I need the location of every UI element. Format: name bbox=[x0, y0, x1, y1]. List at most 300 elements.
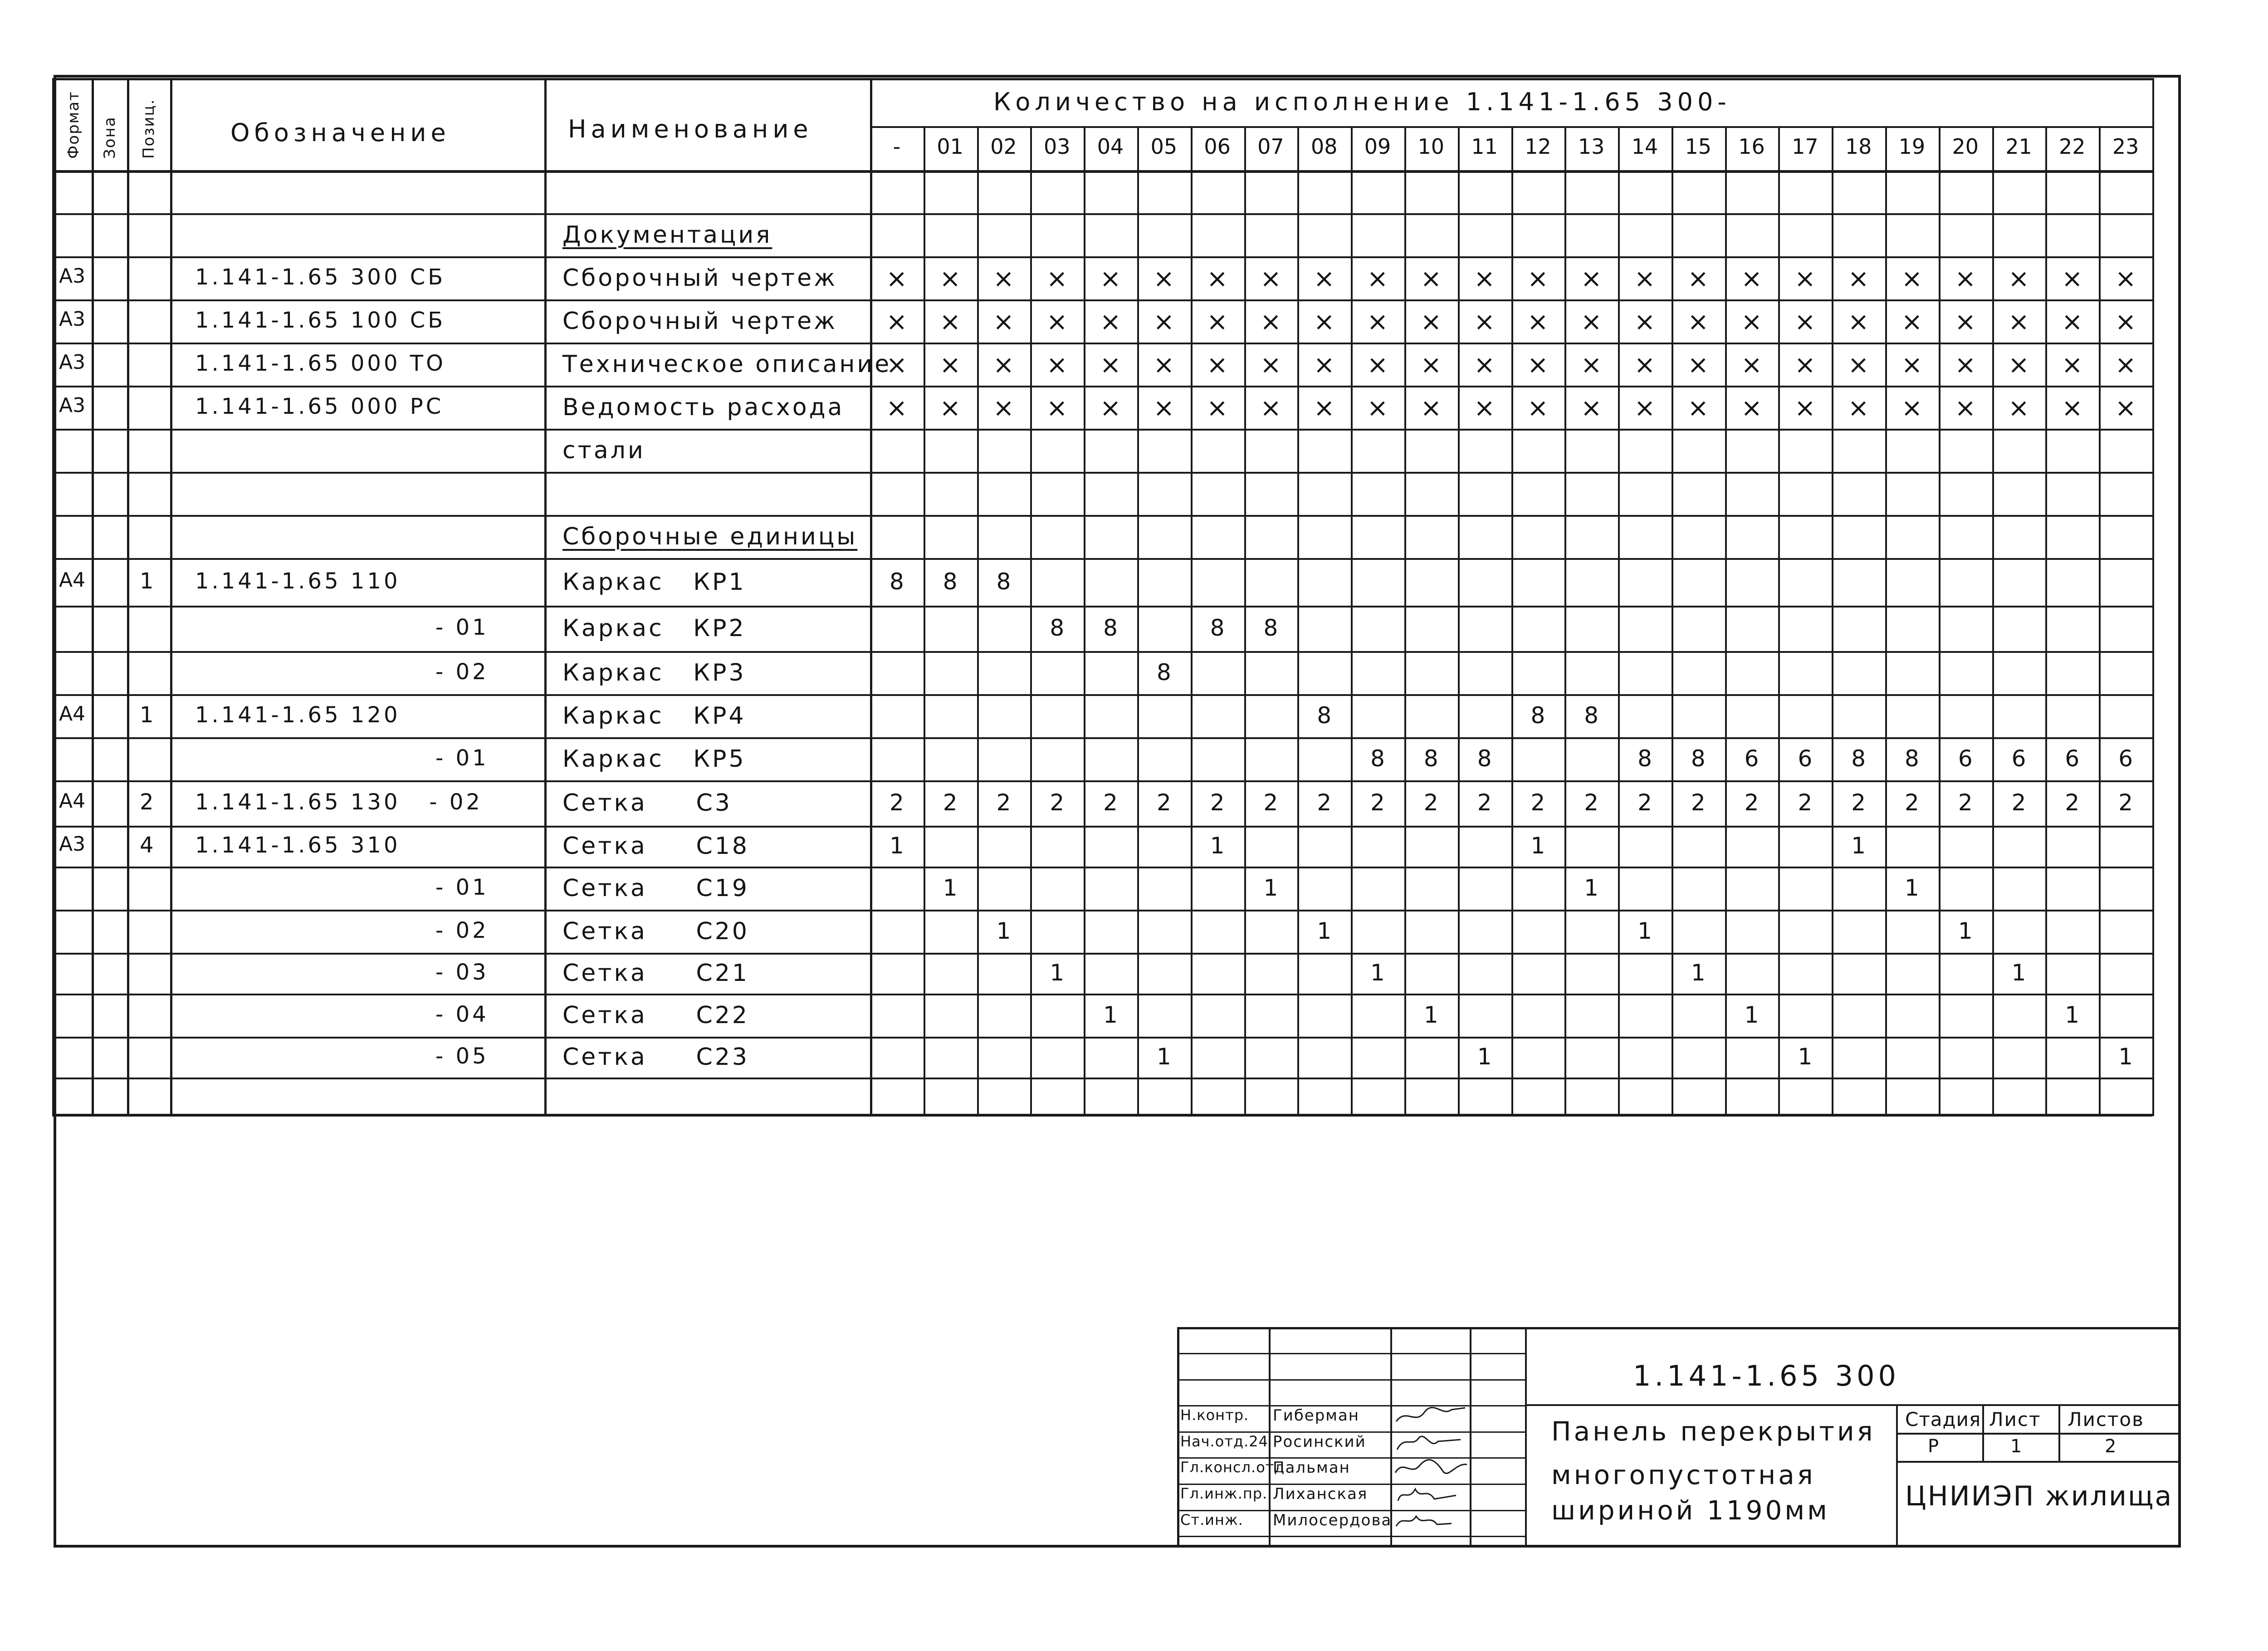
variant-header: 19 bbox=[1898, 134, 1926, 159]
qty-cell: 1 bbox=[2011, 960, 2026, 986]
qty-cell: 8 bbox=[1691, 745, 1706, 772]
qty-cell: × bbox=[1046, 307, 1068, 337]
qty-cell: 2 bbox=[1477, 789, 1492, 816]
qty-cell: × bbox=[1474, 393, 1496, 423]
qty-cell: × bbox=[1474, 264, 1496, 294]
title-code-divider bbox=[1525, 1404, 2181, 1406]
stage-header-line bbox=[1896, 1433, 2181, 1435]
cell-name: стали bbox=[562, 436, 645, 464]
qty-cell: × bbox=[886, 264, 908, 294]
qty-cell: × bbox=[1153, 393, 1175, 423]
cell-designation: - 04 bbox=[435, 1001, 489, 1027]
qty-cell: × bbox=[1741, 264, 1763, 294]
cell-designation: - 01 bbox=[435, 745, 489, 771]
qty-cell: × bbox=[1153, 350, 1175, 380]
qty-cell: 2 bbox=[1370, 789, 1385, 816]
qty-cell: × bbox=[1687, 307, 1709, 337]
qty-cell: 2 bbox=[1744, 789, 1759, 816]
variant-header: 06 bbox=[1204, 134, 1231, 159]
qty-cell: 8 bbox=[1423, 745, 1438, 772]
qty-cell: 8 bbox=[1584, 702, 1599, 729]
qty-cell: × bbox=[1901, 264, 1923, 294]
qty-cell: × bbox=[1848, 264, 1869, 294]
qty-cell: × bbox=[1901, 393, 1923, 423]
qty-cell: 8 bbox=[1156, 659, 1171, 686]
qty-cell: × bbox=[2061, 307, 2083, 337]
cell-name: Сетка С20 bbox=[562, 917, 749, 945]
variant-header: 09 bbox=[1364, 134, 1391, 159]
variant-header: 14 bbox=[1631, 134, 1658, 159]
qty-cell: 1 bbox=[2065, 1001, 2080, 1028]
qty-cell: 6 bbox=[2118, 745, 2133, 772]
sheets-value: 2 bbox=[2105, 1436, 2117, 1457]
qty-cell: × bbox=[1634, 264, 1656, 294]
qty-cell: 8 bbox=[1210, 615, 1225, 641]
variant-header: 01 bbox=[937, 134, 963, 159]
cell-designation: 1.141-1.65 130 - 02 bbox=[195, 789, 483, 815]
qty-cell: × bbox=[1046, 350, 1068, 380]
stage-label: Стадия bbox=[1905, 1408, 1981, 1431]
variant-header: 18 bbox=[1845, 134, 1872, 159]
variant-header: 02 bbox=[990, 134, 1017, 159]
signer-name: Росинский bbox=[1273, 1433, 1366, 1451]
qty-cell: 1 bbox=[1317, 917, 1332, 944]
cell-format: А3 bbox=[59, 350, 86, 374]
qty-cell: × bbox=[1848, 350, 1869, 380]
stage-value: Р bbox=[1928, 1436, 1940, 1457]
header-zone: Зона bbox=[101, 116, 119, 159]
qty-cell: × bbox=[1687, 393, 1709, 423]
cell-format: А3 bbox=[59, 393, 86, 417]
row-line bbox=[52, 1114, 2152, 1117]
qty-cell: 8 bbox=[1851, 745, 1866, 772]
qty-cell: 2 bbox=[1530, 789, 1545, 816]
qty-cell: × bbox=[1794, 264, 1816, 294]
cell-name: Каркас КР4 bbox=[562, 702, 746, 730]
cell-name: Сборочные единицы bbox=[562, 523, 858, 550]
qty-cell: × bbox=[1046, 393, 1068, 423]
cell-name: Сборочный чертеж bbox=[562, 307, 837, 335]
cell-designation: - 02 bbox=[435, 917, 489, 943]
cell-designation: - 01 bbox=[435, 874, 489, 900]
title-line-2: многопустотная bbox=[1551, 1460, 1816, 1490]
cell-name: Сетка С18 bbox=[562, 833, 749, 860]
row-line bbox=[52, 170, 2152, 173]
qty-cell: 6 bbox=[2011, 745, 2026, 772]
qty-cell: × bbox=[1100, 264, 1121, 294]
qty-cell: 8 bbox=[1263, 615, 1278, 641]
qty-column-line bbox=[977, 126, 979, 1116]
cell-designation: 1.141-1.65 000 РС bbox=[195, 393, 444, 419]
sheet-divider bbox=[2058, 1404, 2060, 1461]
header-designation: Обозначение bbox=[230, 118, 450, 147]
qty-column-line bbox=[1458, 126, 1460, 1116]
qty-cell: × bbox=[2115, 350, 2136, 380]
qty-cell: 2 bbox=[1637, 789, 1652, 816]
qty-column-line bbox=[2045, 126, 2047, 1116]
cell-designation: 1.141-1.65 100 СБ bbox=[195, 307, 446, 333]
qty-cell: 8 bbox=[1103, 615, 1118, 641]
qty-cell: × bbox=[1634, 350, 1656, 380]
row-line bbox=[52, 1078, 2152, 1079]
qty-cell: 2 bbox=[1156, 789, 1171, 816]
qty-cell: × bbox=[2061, 393, 2083, 423]
cell-name: Каркас КР5 bbox=[562, 745, 746, 773]
sheet-value: 1 bbox=[2010, 1436, 2023, 1457]
stage-divider bbox=[1982, 1404, 1984, 1461]
qty-cell: 1 bbox=[1530, 833, 1545, 859]
signature-column-line bbox=[1525, 1327, 1527, 1548]
qty-cell: × bbox=[1901, 307, 1923, 337]
qty-cell: × bbox=[939, 307, 961, 337]
qty-cell: 8 bbox=[996, 568, 1011, 595]
qty-cell: × bbox=[1848, 393, 1869, 423]
signature-row-line bbox=[1177, 1536, 1525, 1537]
qty-cell: × bbox=[1634, 393, 1656, 423]
qty-cell: 2 bbox=[996, 789, 1011, 816]
column-line bbox=[170, 78, 172, 1116]
variant-header: 03 bbox=[1043, 134, 1070, 159]
qty-cell: × bbox=[1580, 350, 1602, 380]
qty-cell: 8 bbox=[1477, 745, 1492, 772]
variant-header: 04 bbox=[1097, 134, 1124, 159]
signature-scribble bbox=[1393, 1403, 1470, 1429]
qty-cell: × bbox=[1100, 393, 1121, 423]
row-line bbox=[52, 429, 2152, 431]
variant-header: 20 bbox=[1952, 134, 1979, 159]
qty-cell: 1 bbox=[1477, 1044, 1492, 1070]
qty-column-line bbox=[1297, 126, 1299, 1116]
qty-column-line bbox=[1832, 126, 1833, 1116]
qty-cell: 2 bbox=[2011, 789, 2026, 816]
qty-column-line bbox=[1725, 126, 1727, 1116]
title-code: 1.141-1.65 300 bbox=[1633, 1359, 1900, 1392]
qty-cell: × bbox=[1313, 307, 1335, 337]
qty-cell: × bbox=[1260, 393, 1281, 423]
cell-name: Каркас КР3 bbox=[562, 659, 746, 686]
qty-cell: × bbox=[939, 264, 961, 294]
qty-cell: 1 bbox=[1370, 960, 1385, 986]
qty-cell: 2 bbox=[1691, 789, 1706, 816]
qty-cell: 2 bbox=[1851, 789, 1866, 816]
row-line bbox=[52, 256, 2152, 258]
cell-position: 4 bbox=[140, 833, 154, 858]
qty-cell: 1 bbox=[1958, 917, 1973, 944]
variant-header: 13 bbox=[1578, 134, 1605, 159]
title-line-1: Панель перекрытия bbox=[1551, 1416, 1876, 1447]
row-line bbox=[52, 994, 2152, 995]
qty-cell: 2 bbox=[889, 789, 904, 816]
qty-cell: × bbox=[1313, 264, 1335, 294]
qty-cell: × bbox=[2008, 307, 2029, 337]
qty-column-line bbox=[1564, 126, 1566, 1116]
qty-cell: × bbox=[939, 393, 961, 423]
row-line bbox=[52, 826, 2152, 828]
qty-cell: × bbox=[993, 350, 1014, 380]
sheets-label: Листов bbox=[2068, 1408, 2144, 1431]
qty-cell: × bbox=[1687, 264, 1709, 294]
qty-cell: 8 bbox=[1317, 702, 1332, 729]
row-line bbox=[52, 515, 2152, 517]
qty-cell: 1 bbox=[943, 874, 958, 901]
signer-role: Н.контр. bbox=[1180, 1406, 1249, 1424]
qty-cell: × bbox=[1207, 393, 1228, 423]
cell-name: Сетка С21 bbox=[562, 960, 749, 987]
qty-cell: 2 bbox=[1905, 789, 1919, 816]
qty-cell: × bbox=[1580, 307, 1602, 337]
variant-header: 12 bbox=[1525, 134, 1551, 159]
row-line bbox=[52, 867, 2152, 868]
cell-position: 1 bbox=[140, 702, 154, 728]
qty-cell: 1 bbox=[1210, 833, 1225, 859]
qty-cell: × bbox=[2008, 393, 2029, 423]
qty-column-line bbox=[1351, 126, 1353, 1116]
organization-name: ЦНИИЭП жилища bbox=[1905, 1480, 2173, 1512]
qty-cell: × bbox=[1848, 307, 1869, 337]
qty-cell: 2 bbox=[1210, 789, 1225, 816]
qty-cell: × bbox=[993, 393, 1014, 423]
row-line bbox=[52, 910, 2152, 911]
cell-designation: - 03 bbox=[435, 960, 489, 985]
qty-cell: × bbox=[1207, 264, 1228, 294]
cell-position: 2 bbox=[140, 789, 154, 815]
qty-cell: × bbox=[2008, 264, 2029, 294]
qty-cell: × bbox=[1260, 264, 1281, 294]
cell-name: Техническое описание bbox=[562, 350, 892, 378]
qty-cell: × bbox=[1580, 264, 1602, 294]
cell-position: 1 bbox=[140, 568, 154, 594]
signer-name: Гиберман bbox=[1273, 1406, 1360, 1425]
variant-header: 21 bbox=[2005, 134, 2032, 159]
signer-role: Гл.инж.пр. bbox=[1180, 1485, 1268, 1502]
qty-column-line bbox=[1030, 126, 1032, 1116]
qty-cell: × bbox=[2061, 264, 2083, 294]
header-quantity: Количество на исполнение 1.141-1.65 300- bbox=[993, 88, 1731, 116]
qty-cell: × bbox=[1367, 393, 1388, 423]
qty-cell: 1 bbox=[1423, 1001, 1438, 1028]
qty-cell: × bbox=[1367, 264, 1388, 294]
qty-cell: × bbox=[1955, 307, 1976, 337]
row-line bbox=[52, 694, 2152, 696]
column-line bbox=[92, 78, 94, 1116]
variant-header: 05 bbox=[1150, 134, 1178, 159]
sheet-label: Лист bbox=[1989, 1408, 2041, 1431]
qty-cell: × bbox=[993, 307, 1014, 337]
cell-name: Сетка С22 bbox=[562, 1001, 749, 1029]
qty-cell: 8 bbox=[1637, 745, 1652, 772]
signature-scribble bbox=[1393, 1482, 1470, 1507]
qty-cell: 6 bbox=[1744, 745, 1759, 772]
qty-cell: 1 bbox=[1050, 960, 1065, 986]
qty-cell: × bbox=[1260, 350, 1281, 380]
qty-cell: × bbox=[1420, 350, 1442, 380]
qty-cell: 1 bbox=[1263, 874, 1278, 901]
column-line bbox=[870, 78, 872, 1116]
row-line bbox=[52, 651, 2152, 653]
qty-cell: 2 bbox=[1958, 789, 1973, 816]
qty-column-line bbox=[1404, 126, 1406, 1116]
row-line bbox=[52, 737, 2152, 739]
stage-block-left bbox=[1896, 1404, 1898, 1548]
qty-cell: × bbox=[1474, 350, 1496, 380]
row-line bbox=[52, 953, 2152, 955]
qty-cell: × bbox=[1260, 307, 1281, 337]
qty-column-line bbox=[1778, 126, 1780, 1116]
qty-column-line bbox=[2152, 78, 2154, 1116]
variant-header: 16 bbox=[1738, 134, 1765, 159]
qty-cell: 1 bbox=[1637, 917, 1652, 944]
qty-cell: 2 bbox=[2118, 789, 2133, 816]
qty-cell: × bbox=[1420, 393, 1442, 423]
qty-cell: × bbox=[1153, 264, 1175, 294]
qty-cell: 1 bbox=[996, 917, 1011, 944]
qty-cell: × bbox=[1527, 393, 1549, 423]
variant-header: 07 bbox=[1257, 134, 1284, 159]
qty-cell: 1 bbox=[1103, 1001, 1118, 1028]
cell-designation: - 05 bbox=[435, 1044, 489, 1069]
qty-cell: 6 bbox=[1958, 745, 1973, 772]
qty-column-line bbox=[1618, 126, 1620, 1116]
cell-designation: - 02 bbox=[435, 659, 489, 685]
header-name: Наименование bbox=[568, 115, 813, 143]
qty-cell: × bbox=[1474, 307, 1496, 337]
cell-name: Документация bbox=[562, 221, 772, 249]
qty-cell: × bbox=[2115, 393, 2136, 423]
qty-cell: × bbox=[1741, 307, 1763, 337]
qty-column-line bbox=[1939, 126, 1941, 1116]
signer-name: Пальман bbox=[1273, 1459, 1350, 1477]
title-line-3: шириной 1190мм bbox=[1551, 1495, 1830, 1526]
qty-cell: × bbox=[1153, 307, 1175, 337]
signature-row-line bbox=[1177, 1353, 1525, 1354]
qty-cell: 8 bbox=[943, 568, 958, 595]
table-top-line bbox=[52, 78, 2152, 80]
qty-cell: × bbox=[886, 307, 908, 337]
cell-name: Сетка С23 bbox=[562, 1044, 749, 1071]
qty-cell: × bbox=[1420, 307, 1442, 337]
signer-name: Лиханская bbox=[1273, 1485, 1368, 1503]
qty-cell: 8 bbox=[1370, 745, 1385, 772]
qty-cell: 1 bbox=[1744, 1001, 1759, 1028]
signature-column-line bbox=[1269, 1327, 1271, 1548]
row-line bbox=[52, 558, 2152, 560]
cell-name: Каркас КР1 bbox=[562, 568, 746, 596]
qty-cell: 2 bbox=[1423, 789, 1438, 816]
qty-cell: 8 bbox=[1050, 615, 1065, 641]
qty-cell: 8 bbox=[1905, 745, 1919, 772]
qty-cell: × bbox=[1420, 264, 1442, 294]
qty-cell: × bbox=[1794, 393, 1816, 423]
qty-column-line bbox=[924, 126, 925, 1116]
cell-designation: 1.141-1.65 000 ТО bbox=[195, 350, 446, 376]
variant-header: 17 bbox=[1792, 134, 1818, 159]
qty-cell: × bbox=[886, 393, 908, 423]
qty-cell: 8 bbox=[889, 568, 904, 595]
variant-header: 15 bbox=[1685, 134, 1712, 159]
qty-cell: 2 bbox=[2065, 789, 2080, 816]
qty-cell: 1 bbox=[1691, 960, 1706, 986]
qty-cell: × bbox=[1207, 350, 1228, 380]
qty-cell: × bbox=[1955, 350, 1976, 380]
qty-column-line bbox=[1885, 126, 1887, 1116]
qty-cell: 2 bbox=[1798, 789, 1813, 816]
qty-cell: 6 bbox=[2065, 745, 2080, 772]
row-line bbox=[52, 606, 2152, 607]
variant-header: - bbox=[893, 134, 901, 159]
qty-column-line bbox=[1137, 126, 1139, 1116]
qty-column-line bbox=[1511, 126, 1513, 1116]
qty-cell: 1 bbox=[1905, 874, 1919, 901]
qty-cell: 1 bbox=[889, 833, 904, 859]
signer-role: Гл.консл.отд bbox=[1180, 1459, 1285, 1476]
qty-cell: × bbox=[2008, 350, 2029, 380]
row-line bbox=[52, 780, 2152, 782]
header-position: Позиц. bbox=[140, 98, 158, 159]
signer-role: Ст.инж. bbox=[1180, 1511, 1243, 1529]
qty-cell: × bbox=[1367, 307, 1388, 337]
qty-cell: 6 bbox=[1798, 745, 1813, 772]
signature-scribble bbox=[1393, 1455, 1470, 1481]
qty-cell: 2 bbox=[1263, 789, 1278, 816]
qty-cell: 1 bbox=[1584, 874, 1599, 901]
variant-header: 11 bbox=[1471, 134, 1498, 159]
qty-cell: × bbox=[1687, 350, 1709, 380]
variant-header: 10 bbox=[1418, 134, 1445, 159]
cell-format: А4 bbox=[59, 568, 86, 592]
cell-designation: 1.141-1.65 300 СБ bbox=[195, 264, 446, 290]
qty-cell: × bbox=[1634, 307, 1656, 337]
qty-cell: × bbox=[1313, 393, 1335, 423]
cell-name: Ведомость расхода bbox=[562, 393, 845, 421]
qty-cell: × bbox=[1313, 350, 1335, 380]
qty-cell: × bbox=[1100, 307, 1121, 337]
qty-cell: 1 bbox=[2118, 1044, 2133, 1070]
signer-role: Нач.отд.24 bbox=[1180, 1433, 1268, 1450]
qty-cell: × bbox=[1741, 350, 1763, 380]
qty-cell: 1 bbox=[1798, 1044, 1813, 1070]
column-line bbox=[127, 78, 129, 1116]
qty-column-line bbox=[1191, 126, 1193, 1116]
qty-cell: × bbox=[993, 264, 1014, 294]
qty-cell: × bbox=[939, 350, 961, 380]
signer-name: Милосердова bbox=[1273, 1511, 1392, 1529]
cell-format: А3 bbox=[59, 833, 86, 856]
variant-header: 23 bbox=[2112, 134, 2139, 159]
variant-header: 08 bbox=[1310, 134, 1338, 159]
cell-designation: 1.141-1.65 120 bbox=[195, 702, 401, 728]
qty-cell: × bbox=[1794, 350, 1816, 380]
qty-cell: 1 bbox=[1156, 1044, 1171, 1070]
signature-column-line bbox=[1470, 1327, 1471, 1548]
qty-cell: 2 bbox=[1317, 789, 1332, 816]
cell-designation: 1.141-1.65 310 bbox=[195, 833, 401, 858]
qty-cell: 1 bbox=[1851, 833, 1866, 859]
row-line bbox=[52, 472, 2152, 474]
qty-cell: × bbox=[1046, 264, 1068, 294]
cell-format: А4 bbox=[59, 789, 86, 813]
signature-scribble bbox=[1393, 1508, 1470, 1533]
qty-column-line bbox=[1672, 126, 1673, 1116]
qty-column-line bbox=[2099, 126, 2101, 1116]
cell-name: Сборочный чертеж bbox=[562, 264, 837, 292]
qty-cell: 2 bbox=[1103, 789, 1118, 816]
qty-cell: × bbox=[1527, 264, 1549, 294]
signature-column-line bbox=[1177, 1327, 1179, 1548]
qty-cell: × bbox=[1207, 307, 1228, 337]
row-line bbox=[52, 299, 2152, 301]
row-line bbox=[52, 343, 2152, 344]
cell-name: Сетка С19 bbox=[562, 874, 749, 902]
